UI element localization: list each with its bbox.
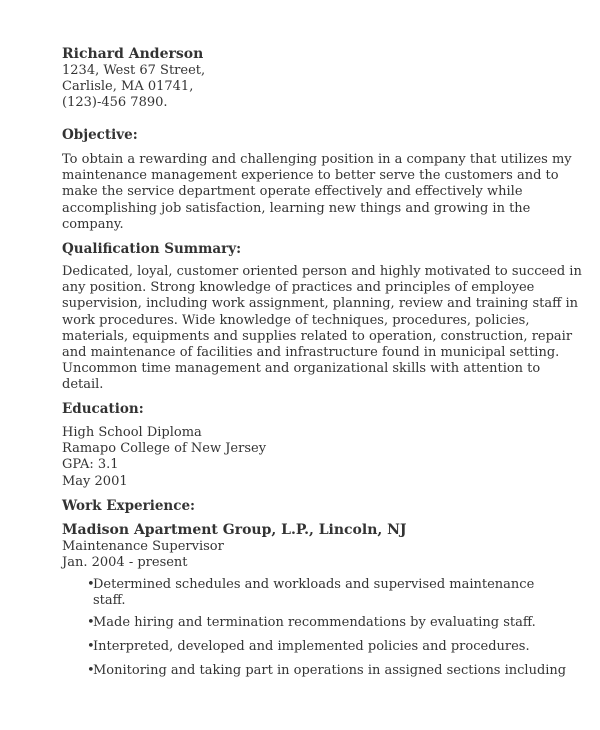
bullet-text: Determined schedules and workloads and supervised maintenance (93, 577, 535, 592)
qualification-line: and maintenance of facilities and infrastructure found in municipal setting. (62, 345, 560, 361)
objective-line: company. (62, 216, 124, 232)
bullet-marker: • (87, 662, 95, 678)
bullet-marker: • (87, 615, 95, 631)
employer-name: Madison Apartment Group, L.P., Lincoln, NJ (62, 522, 407, 538)
phone-number: (123)-456 7890. (62, 95, 168, 111)
job-title: Maintenance Supervisor (62, 539, 224, 554)
objective-line: accomplishing job satisfaction, learning new things and growing in the (62, 200, 531, 216)
education-date: May 2001 (62, 473, 128, 489)
qualification-text (62, 264, 582, 394)
address-line-2: Carlisle, MA 01741, (62, 79, 194, 95)
objective-line: make the service department operate effectively and effectively while (62, 184, 523, 200)
job-bullet (87, 615, 536, 631)
objective-heading: Objective: (62, 127, 138, 143)
job-bullet (87, 662, 567, 679)
job-details (62, 539, 224, 571)
address-line-1: 1234, West 67 Street, (62, 63, 206, 78)
bullet-marker: • (87, 638, 95, 654)
work-experience-heading: Work Experience: (62, 498, 196, 514)
objective-line: To obtain a rewarding and challenging position in a company that utilizes my (62, 152, 572, 167)
job-bullet (87, 577, 535, 609)
qualification-line: work procedures. Wide knowledge of techniques, procedures, policies, (62, 312, 530, 328)
qualification-line: Dedicated, loyal, customer oriented person and highly motivated to succeed in (62, 264, 582, 279)
bullet-text: Made hiring and termination recommendations by evaluating staff. (93, 615, 536, 631)
qualification-heading: Qualification Summary: (62, 241, 242, 257)
qualification-line: materials, equipments and supplies related to operation, construction, repair (62, 328, 573, 344)
bullet-text: Monitoring and taking part in operations in assigned sections including (93, 662, 567, 678)
bullet-marker: • (87, 577, 95, 592)
objective-line: maintenance management experience to better serve the customers and to (62, 168, 559, 184)
qualification-line: Uncommon time management and organizational skills with attention to (62, 361, 541, 377)
education-gpa: GPA: 3.1 (62, 457, 119, 473)
qualification-line: detail. (62, 377, 104, 393)
education-heading: Education: (62, 401, 144, 417)
job-bullet-list (62, 577, 567, 679)
bullet-text: Interpreted, developed and implemented policies and procedures. (93, 638, 530, 654)
qualification-line: supervision, including work assignment, planning, review and training staff in (62, 296, 579, 312)
objective-text (62, 152, 572, 233)
qualification-line: any position. Strong knowledge of practices and principles of employee (62, 280, 535, 296)
job-bullet (87, 638, 530, 655)
education-school: Ramapo College of New Jersey (62, 441, 267, 457)
contact-block (62, 45, 205, 112)
education-block (62, 425, 266, 490)
education-diploma: High School Diploma (62, 425, 202, 440)
bullet-text: staff. (93, 593, 126, 609)
candidate-name: Richard Anderson (62, 46, 204, 62)
job-period: Jan. 2004 - present (62, 555, 188, 571)
